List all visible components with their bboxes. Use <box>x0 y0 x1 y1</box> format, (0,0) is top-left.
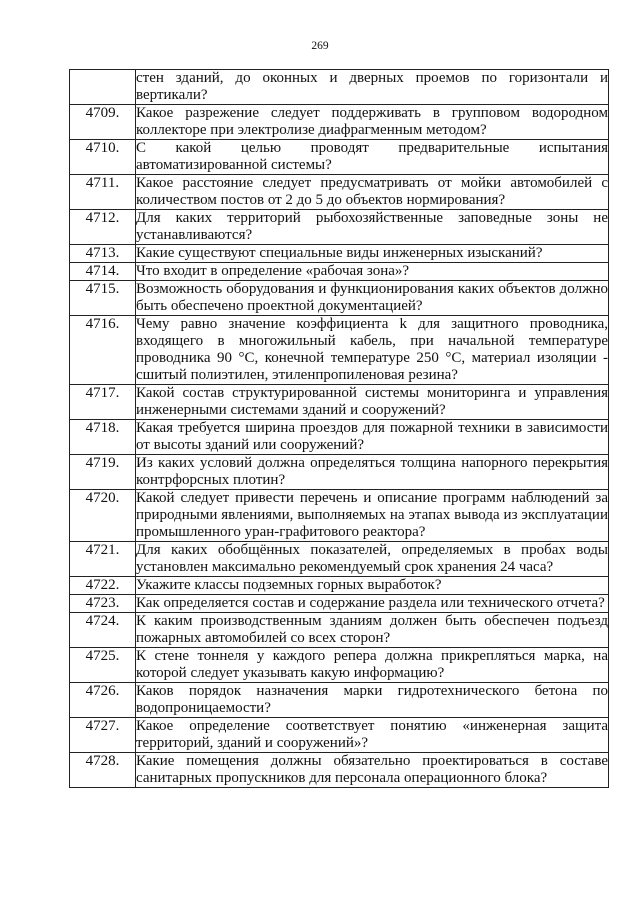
question-number: 4719. <box>70 455 136 490</box>
question-number: 4710. <box>70 140 136 175</box>
table-row <box>70 175 609 210</box>
table-row <box>70 140 609 175</box>
table-row <box>70 316 609 385</box>
question-number: 4726. <box>70 683 136 718</box>
question-number <box>70 70 136 105</box>
question-text: Какая требуется ширина проездов для пожарной техники в зависимости от высоты зданий или сооружений? <box>136 420 608 453</box>
table-row <box>70 718 609 753</box>
question-text: Какие существуют специальные виды инженерных изысканий? <box>136 245 609 263</box>
question-number: 4725. <box>70 648 136 683</box>
question-text: Какое разрежение следует поддерживать в групповом водородном коллекторе при электролизе диафрагменным методом? <box>136 105 608 138</box>
question-text: Как определяется состав и содержание раздела или технического отчета? <box>136 595 609 613</box>
question-number: 4720. <box>70 490 136 542</box>
question-text: К стене тоннеля у каждого репера должна прикрепляться марка, на которой следует указывать какую информацию? <box>136 648 608 681</box>
questions-table-body <box>70 70 609 788</box>
table-row <box>70 648 609 683</box>
question-text: Какое расстояние следует предусматривать от мойки автомобилей с количеством постов от 2 до 5 до объектов нормирования? <box>136 175 608 208</box>
question-number: 4723. <box>70 595 136 613</box>
question-number: 4712. <box>70 210 136 245</box>
question-text: Что входит в определение «рабочая зона»? <box>136 263 609 281</box>
question-number: 4715. <box>70 281 136 316</box>
question-text: Из каких условий должна определяться толщина напорного перекрытия контрфорсных плотин? <box>136 455 608 488</box>
question-number: 4716. <box>70 316 136 385</box>
question-number: 4727. <box>70 718 136 753</box>
table-row <box>70 105 609 140</box>
question-number: 4724. <box>70 613 136 648</box>
table-row <box>70 490 609 542</box>
table-row <box>70 683 609 718</box>
table-row <box>70 577 609 595</box>
question-text: Какой следует привести перечень и описание программ наблюдений за природными явлениями, выполняемых на этапах вывода из эксплуатации промышленного уран-графитового реактора? <box>136 490 608 540</box>
question-text: Какой состав структурированной системы мониторинга и управления инженерными системами зданий и сооружений? <box>136 385 608 418</box>
question-number: 4728. <box>70 753 136 788</box>
question-text: С какой целью проводят предварительные испытания автоматизированной системы? <box>136 140 608 173</box>
question-text: Для каких территорий рыбохозяйственные заповедные зоны не устанавливаются? <box>136 210 608 243</box>
question-number: 4711. <box>70 175 136 210</box>
question-number: 4718. <box>70 420 136 455</box>
question-text: Чему равно значение коэффициента k для защитного проводника, входящего в многожильный кабель, при начальной температуре проводника 90 °C, конечной температуре 250 °C, материал изоляции - сшитый полиэтилен, этиленпропиленовая резина? <box>136 316 608 383</box>
table-row <box>70 420 609 455</box>
question-number: 4717. <box>70 385 136 420</box>
question-text: Возможность оборудования и функционирования каких объектов должно быть обеспечено проектной документацией? <box>136 281 608 314</box>
question-text: Каков порядок назначения марки гидротехнического бетона по водопроницаемости? <box>136 683 608 716</box>
table-row <box>70 753 609 788</box>
question-text: стен зданий, до оконных и дверных проемов по горизонтали и вертикали? <box>136 70 608 103</box>
questions-table <box>69 69 609 788</box>
table-row <box>70 70 609 105</box>
question-number: 4721. <box>70 542 136 577</box>
question-text: Какие помещения должны обязательно проектироваться в составе санитарных пропускников для персонала операционного блока? <box>136 753 608 786</box>
question-text: Укажите классы подземных горных выработок? <box>136 577 609 595</box>
question-text: Какое определение соответствует понятию «инженерная защита территорий, зданий и сооружений»? <box>136 718 608 751</box>
table-row <box>70 385 609 420</box>
question-number: 4709. <box>70 105 136 140</box>
table-row <box>70 281 609 316</box>
question-number: 4714. <box>70 263 136 281</box>
question-number: 4713. <box>70 245 136 263</box>
table-row <box>70 542 609 577</box>
table-row <box>70 245 609 263</box>
table-row <box>70 613 609 648</box>
table-row <box>70 210 609 245</box>
page-number: 269 <box>311 40 329 52</box>
question-text: Для каких обобщённых показателей, определяемых в пробах воды установлен максимально рекомендуемый срок хранения 24 часа? <box>136 542 608 575</box>
table-row <box>70 455 609 490</box>
table-row <box>70 595 609 613</box>
question-text: К каким производственным зданиям должен быть обеспечен подъезд пожарных автомобилей со всех сторон? <box>136 613 608 646</box>
table-row <box>70 263 609 281</box>
question-number: 4722. <box>70 577 136 595</box>
